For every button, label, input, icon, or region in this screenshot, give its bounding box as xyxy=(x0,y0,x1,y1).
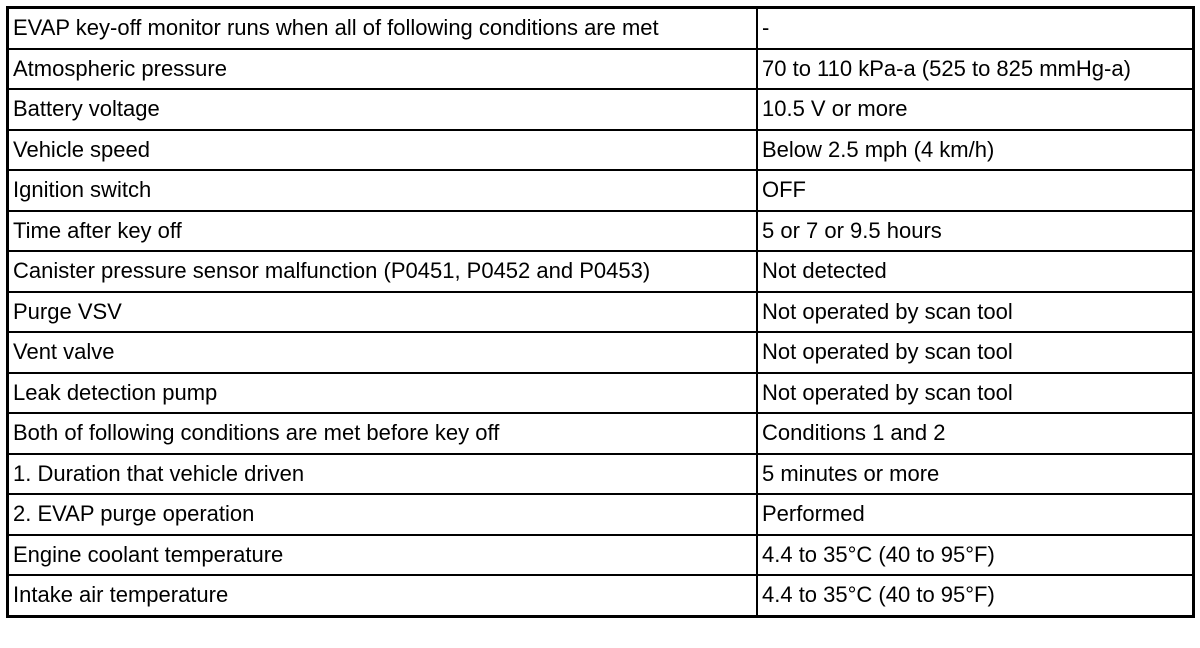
value-cell: 4.4 to 35°C (40 to 95°F) xyxy=(757,535,1194,576)
table-row xyxy=(8,89,1194,130)
value-cell: Performed xyxy=(757,494,1194,535)
condition-cell: Atmospheric pressure xyxy=(8,49,758,90)
condition-cell: Engine coolant temperature xyxy=(8,535,758,576)
condition-cell: 2. EVAP purge operation xyxy=(8,494,758,535)
value-cell: Not operated by scan tool xyxy=(757,373,1194,414)
value-cell: 5 or 7 or 9.5 hours xyxy=(757,211,1194,252)
table-row xyxy=(8,373,1194,414)
conditions-table xyxy=(6,6,1195,618)
table-row xyxy=(8,575,1194,616)
value-cell: Below 2.5 mph (4 km/h) xyxy=(757,130,1194,171)
table-row xyxy=(8,413,1194,454)
value-cell: Conditions 1 and 2 xyxy=(757,413,1194,454)
condition-cell: Vent valve xyxy=(8,332,758,373)
table-row xyxy=(8,454,1194,495)
table-row xyxy=(8,130,1194,171)
table-row xyxy=(8,211,1194,252)
table-row xyxy=(8,494,1194,535)
condition-cell: Canister pressure sensor malfunction (P0451, P0452 and P0453) xyxy=(8,251,758,292)
table-row xyxy=(8,170,1194,211)
conditions-table-body xyxy=(8,8,1194,617)
value-cell: 70 to 110 kPa-a (525 to 825 mmHg-a) xyxy=(757,49,1194,90)
condition-cell: Both of following conditions are met before key off xyxy=(8,413,758,454)
condition-cell: EVAP key-off monitor runs when all of following conditions are met xyxy=(8,8,758,49)
value-cell: Not detected xyxy=(757,251,1194,292)
table-row xyxy=(8,332,1194,373)
condition-cell: Intake air temperature xyxy=(8,575,758,616)
condition-cell: Battery voltage xyxy=(8,89,758,130)
table-row xyxy=(8,251,1194,292)
condition-cell: Time after key off xyxy=(8,211,758,252)
condition-cell: Leak detection pump xyxy=(8,373,758,414)
table-row xyxy=(8,535,1194,576)
condition-cell: Vehicle speed xyxy=(8,130,758,171)
value-cell: 4.4 to 35°C (40 to 95°F) xyxy=(757,575,1194,616)
condition-cell: 1. Duration that vehicle driven xyxy=(8,454,758,495)
value-cell: 5 minutes or more xyxy=(757,454,1194,495)
value-cell: - xyxy=(757,8,1194,49)
condition-cell: Purge VSV xyxy=(8,292,758,333)
condition-cell: Ignition switch xyxy=(8,170,758,211)
value-cell: 10.5 V or more xyxy=(757,89,1194,130)
table-row xyxy=(8,292,1194,333)
value-cell: OFF xyxy=(757,170,1194,211)
table-row xyxy=(8,49,1194,90)
value-cell: Not operated by scan tool xyxy=(757,292,1194,333)
table-row xyxy=(8,8,1194,49)
value-cell: Not operated by scan tool xyxy=(757,332,1194,373)
